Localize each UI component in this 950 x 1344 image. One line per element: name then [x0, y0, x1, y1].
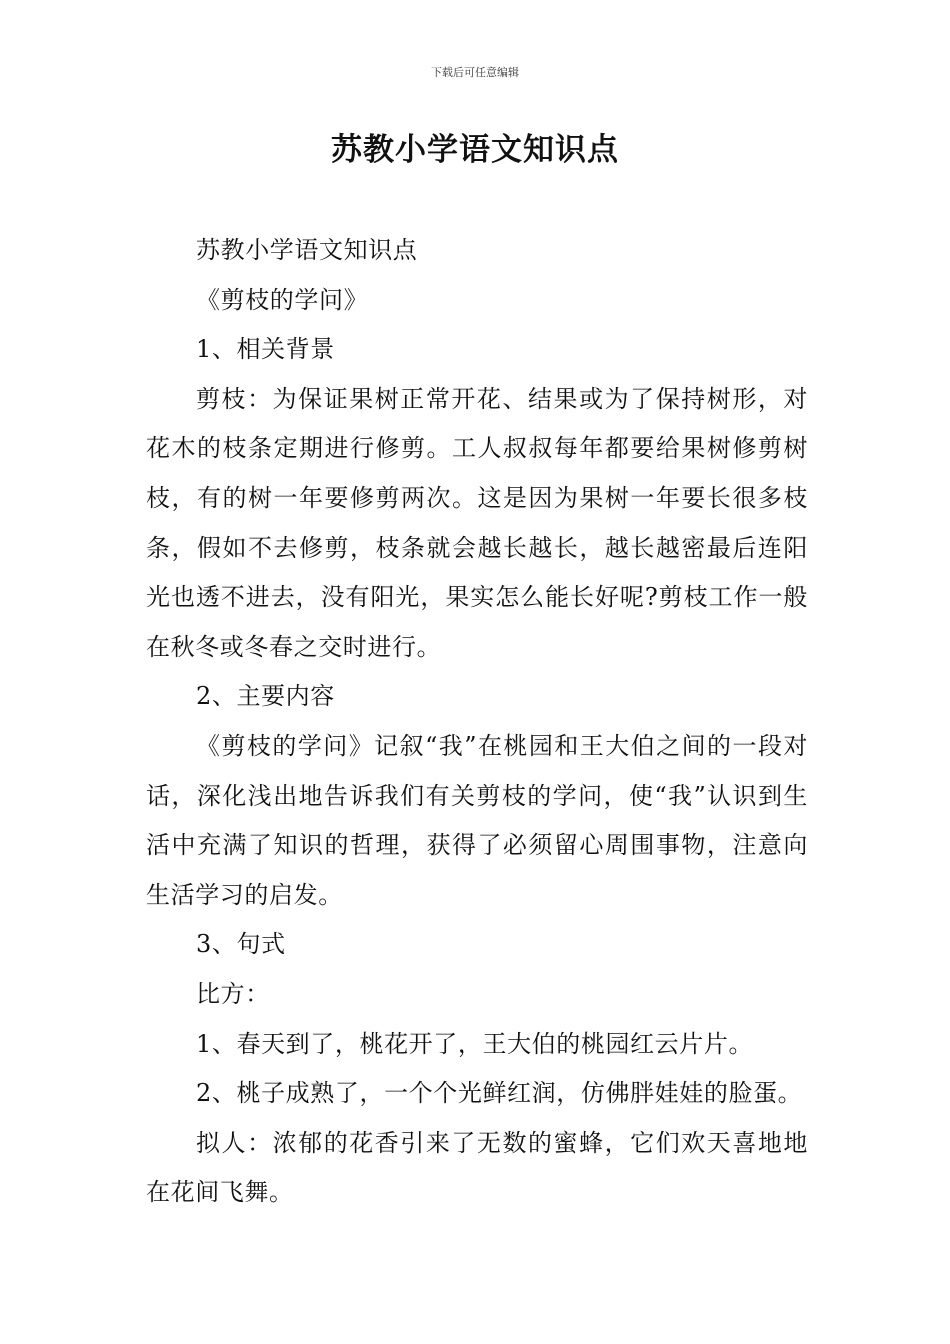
download-note: 下载后可任意编辑 [431, 66, 519, 79]
document-title: 苏教小学语文知识点 [331, 132, 619, 168]
paragraph-example-2: 2、桃子成熟了，一个个光鲜红润，仿佛胖娃娃的脸蛋。 [196, 1079, 803, 1108]
section-heading-background: 1、相关背景 [196, 335, 335, 364]
paragraph-background: 剪枝：为保证果树正常开花、结果或为了保持树形，对花木的枝条定期进行修剪。工人叔叔每年都要给果树修剪树枝，有的树一年要修剪两次。这是因为果树一年要长很多枝条，假如不去修剪，枝条就会越长越长，越长越密最后连阳光也透不进去，没有阳光，果实怎么能长好呢?剪枝工作一般在秋冬或冬春之交时进行。 [146, 384, 808, 661]
section-heading-sentence-patterns: 3、句式 [196, 930, 286, 959]
paragraph-main-content: 《剪枝的学问》记叙“我”在桃园和王大伯之间的一段对话，深化浅出地告诉我们有关剪枝的学问，使“我”认识到生活中充满了知识的哲理，获得了必须留心周围事物，注意向生活学习的启发。 [146, 731, 808, 909]
paragraph-metaphor-label: 比方： [196, 979, 270, 1008]
section-heading-main-content: 2、主要内容 [196, 682, 335, 711]
paragraph-example-1: 1、春天到了，桃花开了，王大伯的桃园红云片片。 [196, 1029, 754, 1058]
paragraph-subtitle: 苏教小学语文知识点 [196, 236, 418, 264]
paragraph-lesson-title: 《剪枝的学问》 [196, 285, 369, 314]
paragraph-personification: 拟人：浓郁的花香引来了无数的蜜蜂，它们欢天喜地地在花间飞舞。 [146, 1128, 808, 1207]
document-body [146, 226, 808, 1218]
